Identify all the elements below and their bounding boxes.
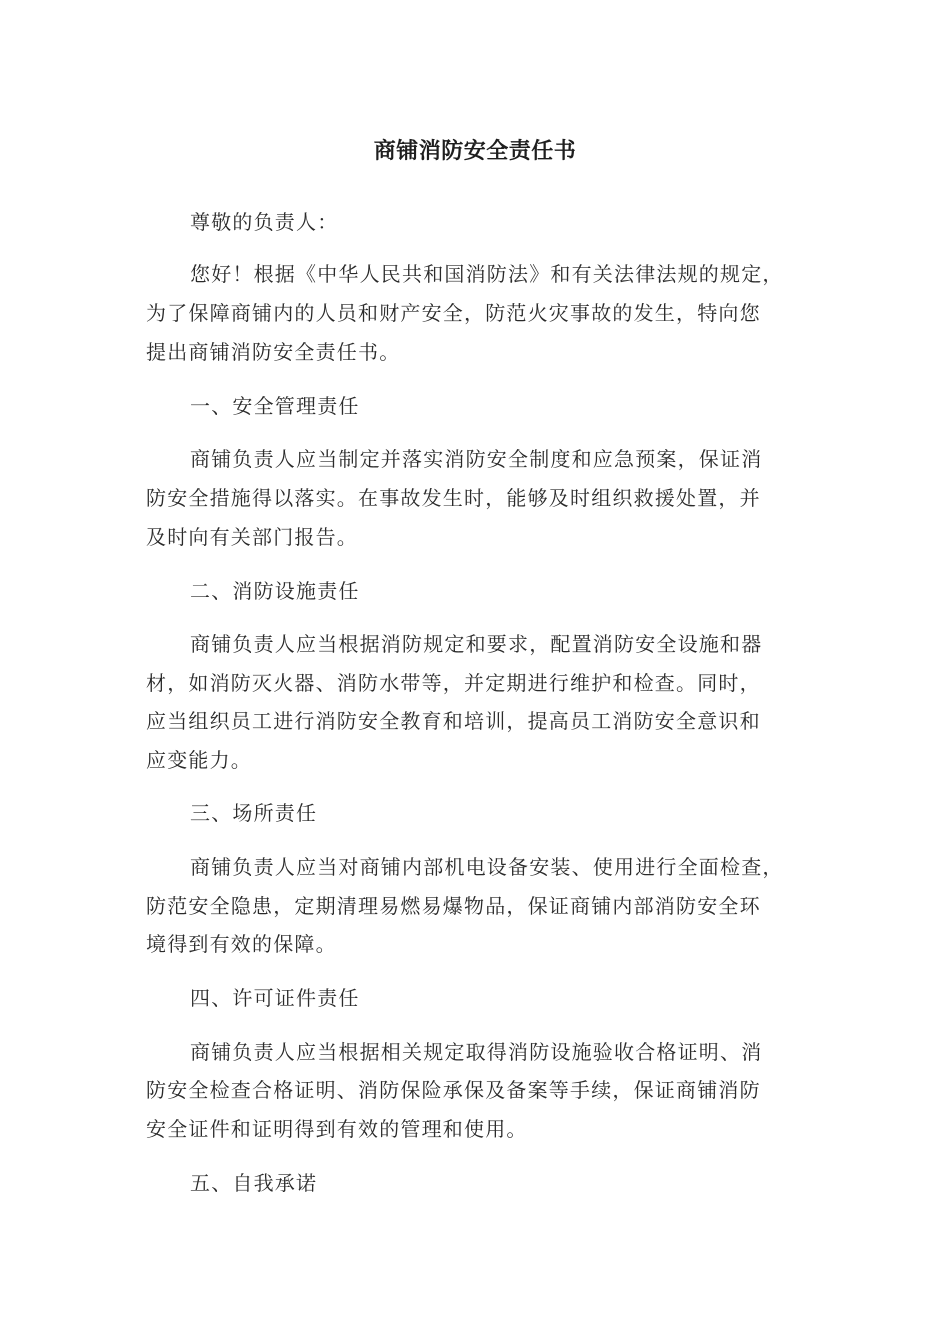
section-5-heading: 五、自我承诺 bbox=[190, 1171, 318, 1195]
section-1-line-2: 防安全措施得以落实。在事故发生时，能够及时组织救援处置，并 bbox=[146, 486, 761, 510]
section-2-line-4: 应变能力。 bbox=[146, 748, 252, 772]
intro-line-2: 为了保障商铺内的人员和财产安全，防范火灾事故的发生，特向您 bbox=[146, 301, 761, 325]
section-2-line-3: 应当组织员工进行消防安全教育和培训，提高员工消防安全意识和 bbox=[146, 709, 761, 733]
section-4-line-1: 商铺负责人应当根据相关规定取得消防设施验收合格证明、消 bbox=[190, 1040, 763, 1064]
document-title: 商铺消防安全责任书 bbox=[373, 139, 577, 164]
section-2-heading: 二、消防设施责任 bbox=[190, 579, 360, 603]
section-1-line-1: 商铺负责人应当制定并落实消防安全制度和应急预案，保证消 bbox=[190, 447, 763, 471]
section-3-line-2: 防范安全隐患，定期清理易燃易爆物品，保证商铺内部消防安全环 bbox=[146, 894, 761, 918]
section-2-line-1: 商铺负责人应当根据消防规定和要求，配置消防安全设施和器 bbox=[190, 632, 763, 656]
section-4-heading: 四、许可证件责任 bbox=[190, 986, 360, 1010]
section-3-line-3: 境得到有效的保障。 bbox=[146, 932, 337, 956]
section-1-heading: 一、安全管理责任 bbox=[190, 394, 360, 418]
section-1-line-3: 及时向有关部门报告。 bbox=[146, 525, 358, 549]
section-4-line-3: 安全证件和证明得到有效的管理和使用。 bbox=[146, 1117, 528, 1141]
section-3-line-1: 商铺负责人应当对商铺内部机电设备安装、使用进行全面检查， bbox=[190, 855, 784, 879]
intro-line-1: 您好！根据《中华人民共和国消防法》和有关法律法规的规定， bbox=[190, 262, 784, 286]
section-3-heading: 三、场所责任 bbox=[190, 801, 318, 825]
section-4-line-2: 防安全检查合格证明、消防保险承保及备案等手续，保证商铺消防 bbox=[146, 1078, 761, 1102]
intro-line-3: 提出商铺消防安全责任书。 bbox=[146, 340, 401, 364]
section-2-line-2: 材，如消防灭火器、消防水带等，并定期进行维护和检查。同时， bbox=[146, 671, 761, 695]
greeting: 尊敬的负责人： bbox=[190, 210, 339, 234]
